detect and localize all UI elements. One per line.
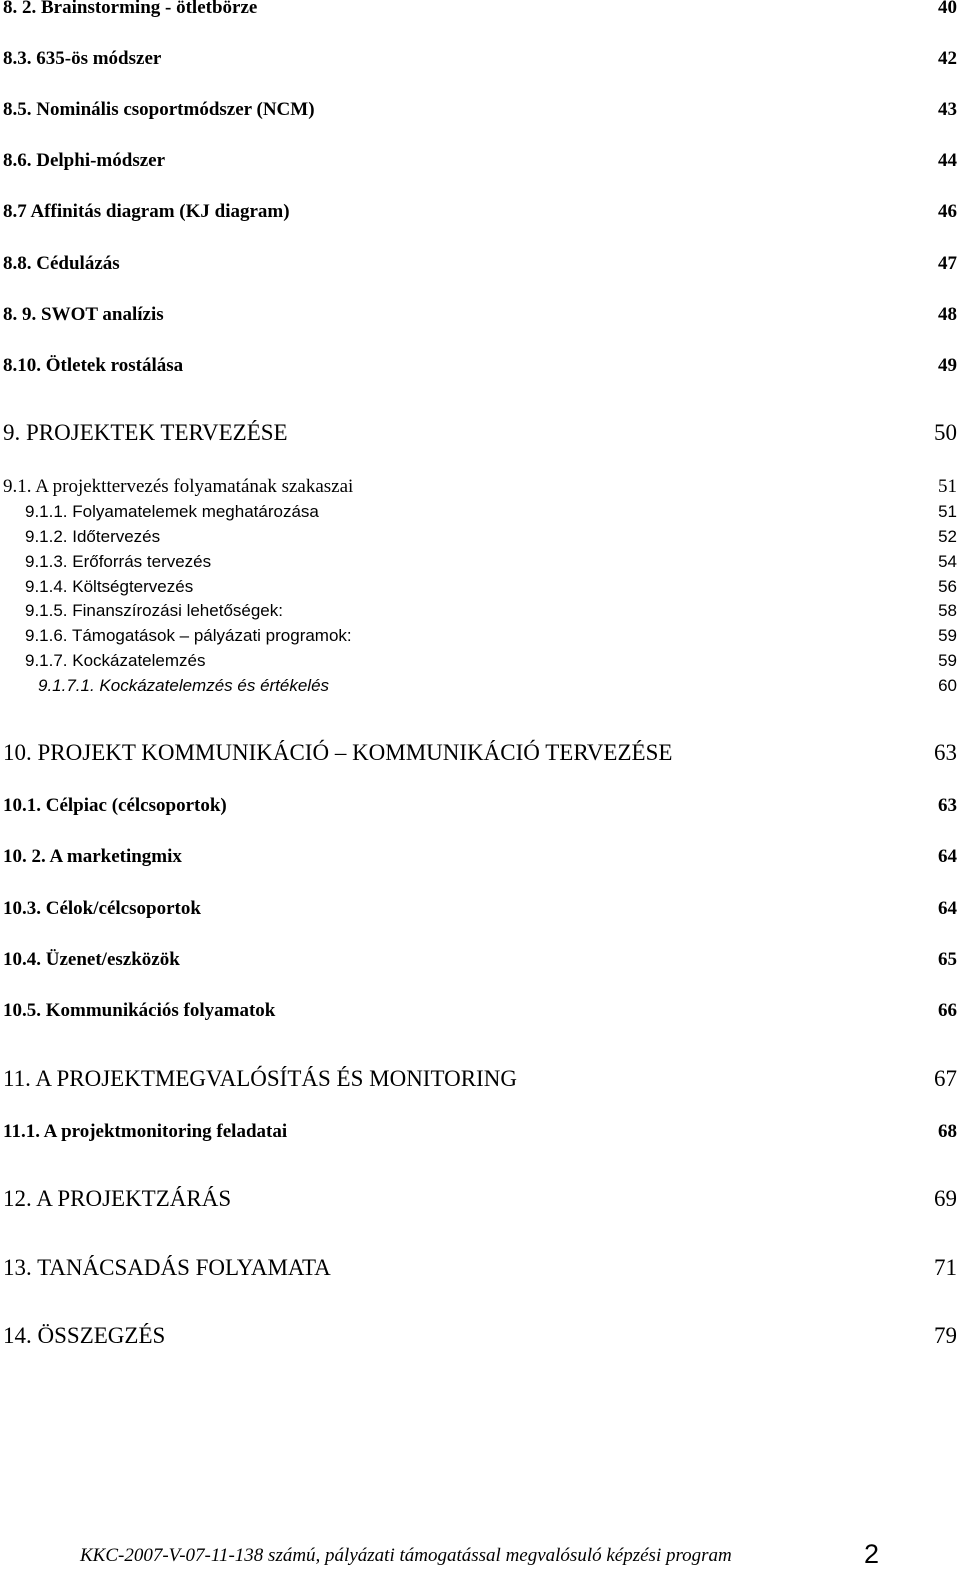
toc-entry-page: 67 bbox=[934, 1066, 957, 1091]
toc-entry-page: 79 bbox=[934, 1323, 957, 1348]
toc-entry[interactable] bbox=[0, 1255, 960, 1285]
toc-entry-page: 64 bbox=[938, 898, 957, 919]
toc-entry[interactable] bbox=[0, 99, 960, 129]
toc-entry-label: 11.1. A projektmonitoring feladatai bbox=[3, 1121, 288, 1142]
toc-entry-label: 9.1.5. Finanszírozási lehetőségek: bbox=[25, 601, 283, 620]
toc-entry-label: 9.1.6. Támogatások – pályázati programok: bbox=[25, 626, 352, 645]
toc-entry[interactable] bbox=[0, 1323, 960, 1353]
toc-entry[interactable] bbox=[0, 0, 960, 27]
toc-entry-label: 14. ÖSSZEGZÉS bbox=[3, 1323, 166, 1348]
toc-entry[interactable] bbox=[0, 253, 960, 283]
page-footer bbox=[0, 1541, 960, 1571]
toc-entry[interactable] bbox=[0, 1066, 960, 1096]
toc-entry-page: 40 bbox=[938, 0, 957, 18]
toc-entry-page: 59 bbox=[938, 651, 957, 670]
toc-entry-label: 8.5. Nominális csoportmódszer (NCM) bbox=[3, 99, 315, 120]
toc-entry[interactable] bbox=[0, 1121, 960, 1151]
toc-entry-page: 51 bbox=[938, 476, 957, 497]
toc-entry[interactable] bbox=[0, 1186, 960, 1216]
toc-entry-page: 65 bbox=[938, 949, 957, 970]
toc-entry-label: 9. PROJEKTEK TERVEZÉSE bbox=[3, 420, 288, 445]
toc-entry-label: 10. 2. A marketingmix bbox=[3, 846, 182, 867]
toc-entry[interactable] bbox=[0, 1000, 960, 1030]
toc-entry[interactable] bbox=[0, 48, 960, 78]
toc-entry-label: 9.1.7. Kockázatelemzés bbox=[25, 651, 206, 670]
toc-entry-page: 63 bbox=[938, 795, 957, 816]
toc-entry-page: 66 bbox=[938, 1000, 957, 1021]
toc-entry[interactable] bbox=[0, 355, 960, 385]
toc-entry-label: 9.1.2. Időtervezés bbox=[25, 527, 161, 546]
toc-entry[interactable] bbox=[0, 676, 960, 706]
toc-entry[interactable] bbox=[0, 201, 960, 231]
toc-entry-page: 56 bbox=[938, 577, 957, 596]
toc-entry[interactable] bbox=[0, 740, 960, 770]
toc-entry-label: 9.1.3. Erőforrás tervezés bbox=[25, 552, 212, 571]
toc-entry-page: 46 bbox=[938, 201, 957, 222]
toc-entry[interactable] bbox=[0, 420, 960, 450]
toc-entry-label: 9.1. A projekttervezés folyamatának szakaszai bbox=[3, 476, 354, 497]
toc-entry-label: 13. TANÁCSADÁS FOLYAMATA bbox=[3, 1255, 331, 1280]
toc-entry[interactable] bbox=[0, 795, 960, 825]
toc-entry-page: 60 bbox=[938, 676, 957, 695]
toc-entry-label: 11. A PROJEKTMEGVALÓSÍTÁS ÉS MONITORING bbox=[3, 1066, 517, 1091]
toc-entry-page: 58 bbox=[938, 601, 957, 620]
toc-entry-label: 9.1.4. Költségtervezés bbox=[25, 577, 194, 596]
toc-entry-label: 8.7 Affinitás diagram (KJ diagram) bbox=[3, 201, 290, 222]
toc-entry-label: 8. 2. Brainstorming - ötletbörze bbox=[3, 0, 258, 18]
toc-entry-label: 8.6. Delphi-módszer bbox=[3, 150, 166, 171]
toc-entry[interactable] bbox=[0, 949, 960, 979]
toc-entry-page: 48 bbox=[938, 304, 957, 325]
toc-entry-page: 42 bbox=[938, 48, 957, 69]
toc-entry-page: 43 bbox=[938, 99, 957, 120]
toc-entry-page: 69 bbox=[934, 1186, 957, 1211]
toc-entry-label: 10. PROJEKT KOMMUNIKÁCIÓ – KOMMUNIKÁCIÓ TERVEZÉSE bbox=[3, 740, 673, 765]
toc-entry-page: 68 bbox=[938, 1121, 957, 1142]
toc-entry-page: 54 bbox=[938, 552, 957, 571]
toc-entry-label: 8.8. Cédulázás bbox=[3, 253, 120, 274]
toc-entry-page: 71 bbox=[934, 1255, 957, 1280]
toc-entry[interactable] bbox=[0, 150, 960, 180]
toc-entry-label: 8.3. 635-ös módszer bbox=[3, 48, 162, 69]
toc-entry-page: 52 bbox=[938, 527, 957, 546]
toc-entry[interactable] bbox=[0, 898, 960, 928]
toc-entry[interactable] bbox=[0, 846, 960, 876]
toc-entry-label: 8. 9. SWOT analízis bbox=[3, 304, 164, 325]
toc-entry-page: 63 bbox=[934, 740, 957, 765]
toc-entry-label: 8.10. Ötletek rostálása bbox=[3, 355, 184, 376]
toc-entry-page: 50 bbox=[934, 420, 957, 445]
toc-entry-page: 44 bbox=[938, 150, 957, 171]
page-number: 2 bbox=[864, 1539, 880, 1569]
toc-entry-page: 49 bbox=[938, 355, 957, 376]
toc-entry-page: 47 bbox=[938, 253, 957, 274]
toc-entry-label: 10.5. Kommunikációs folyamatok bbox=[3, 1000, 276, 1021]
toc-entry-label: 10.1. Célpiac (célcsoportok) bbox=[3, 795, 227, 816]
toc-entry[interactable] bbox=[0, 304, 960, 334]
footer-text: KKC-2007-V-07-11-138 számú, pályázati támogatással megvalósuló képzési program bbox=[80, 1545, 732, 1566]
toc-entry-page: 64 bbox=[938, 846, 957, 867]
toc-entry-label: 9.1.7.1. Kockázatelemzés és értékelés bbox=[38, 676, 330, 695]
toc-entry-label: 10.3. Célok/célcsoportok bbox=[3, 898, 201, 919]
toc-entry-label: 12. A PROJEKTZÁRÁS bbox=[3, 1186, 232, 1211]
toc-entry-page: 59 bbox=[938, 626, 957, 645]
toc-entry-page: 51 bbox=[938, 502, 957, 521]
toc-entry-label: 10.4. Üzenet/eszközök bbox=[3, 949, 180, 970]
toc-entry-label: 9.1.1. Folyamatelemek meghatározása bbox=[25, 502, 319, 521]
